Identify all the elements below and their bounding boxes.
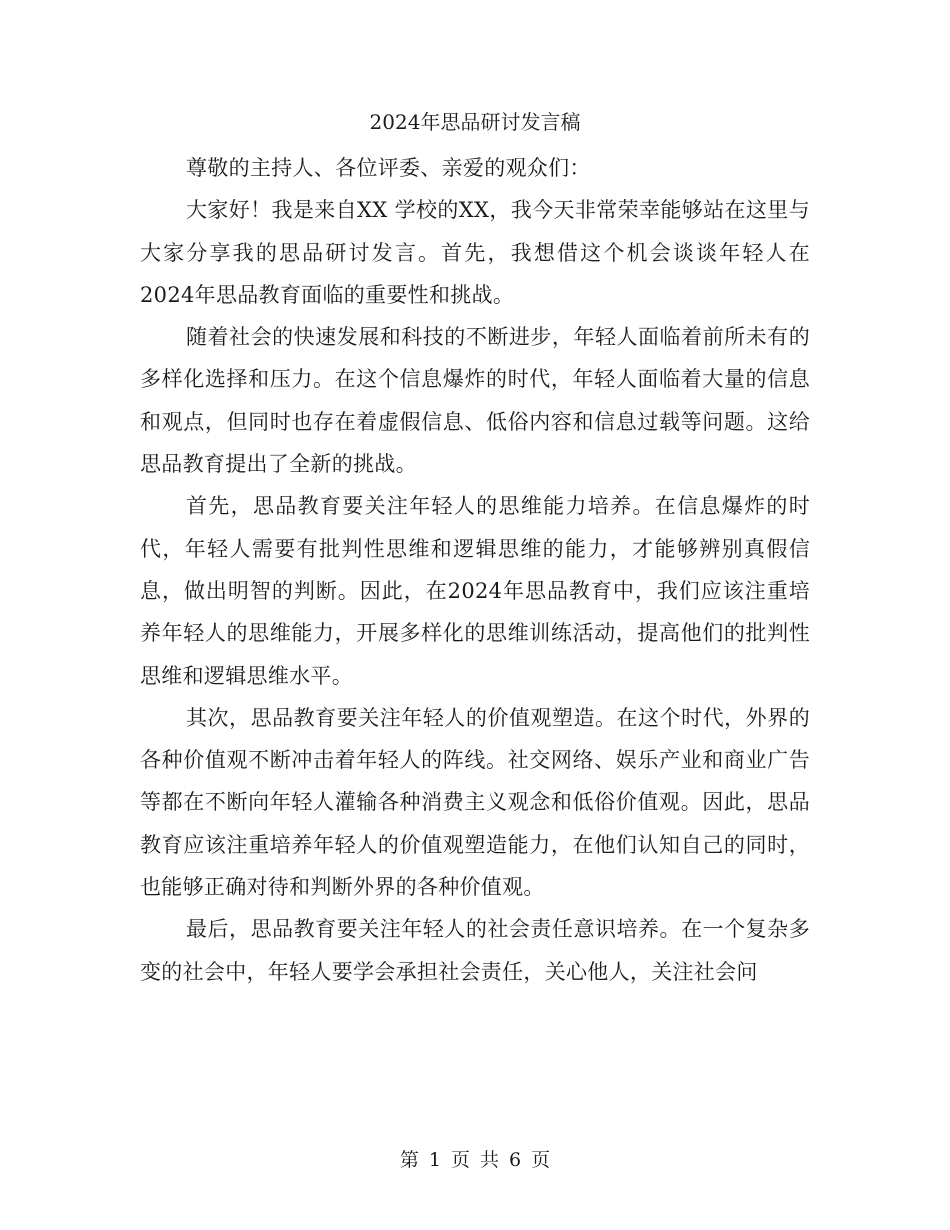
paragraph-thinking-ability: 首先，思品教育要关注年轻人的思维能力培养。在信息爆炸的时代，年轻人需要有批判性思维和逻辑思维的能力，才能够辨别真假信息，做出明智的判断。因此，在2024年思品教育中，我们应该注重培养年轻人的思维能力，开展多样化的思维训练活动，提高他们的批判性思维和逻辑思维水平。 (140, 494, 810, 688)
paragraph-background: 随着社会的快速发展和科技的不断进步，年轻人面临着前所未有的多样化选择和压力。在这个信息爆炸的时代，年轻人面临着大量的信息和观点，但同时也存在着虚假信息、低俗内容和信息过载等问题。这给思品教育提出了全新的挑战。 (140, 325, 810, 477)
paragraph-introduction: 大家好！我是来自XX 学校的XX，我今天非常荣幸能够站在这里与大家分享我的思品研讨发言。首先，我想借这个机会谈谈年轻人在2024年思品教育面临的重要性和挑战。 (140, 198, 810, 307)
paragraph-salutation: 尊敬的主持人、各位评委、亲爱的观众们： (186, 156, 591, 180)
paragraph-values: 其次，思品教育要关注年轻人的价值观塑造。在这个时代，外界的各种价值观不断冲击着年轻人的阵线。社交网络、娱乐产业和商业广告等都在不断向年轻人灌输各种消费主义观念和低俗价值观。因此，思品教育应该注重培养年轻人的价值观塑造能力，在他们认知自己的同时，也能够正确对待和判断外界的各种价值观。 (140, 705, 810, 900)
document-title: 2024年思品研讨发言稿 (369, 110, 581, 134)
document-body (140, 147, 810, 993)
page-number: 第 1 页 共 6 页 (399, 1149, 551, 1171)
paragraph-social-responsibility: 最后，思品教育要关注年轻人的社会责任意识培养。在一个复杂多变的社会中，年轻人要学会承担社会责任，关心他人，关注社会问 (140, 917, 810, 984)
